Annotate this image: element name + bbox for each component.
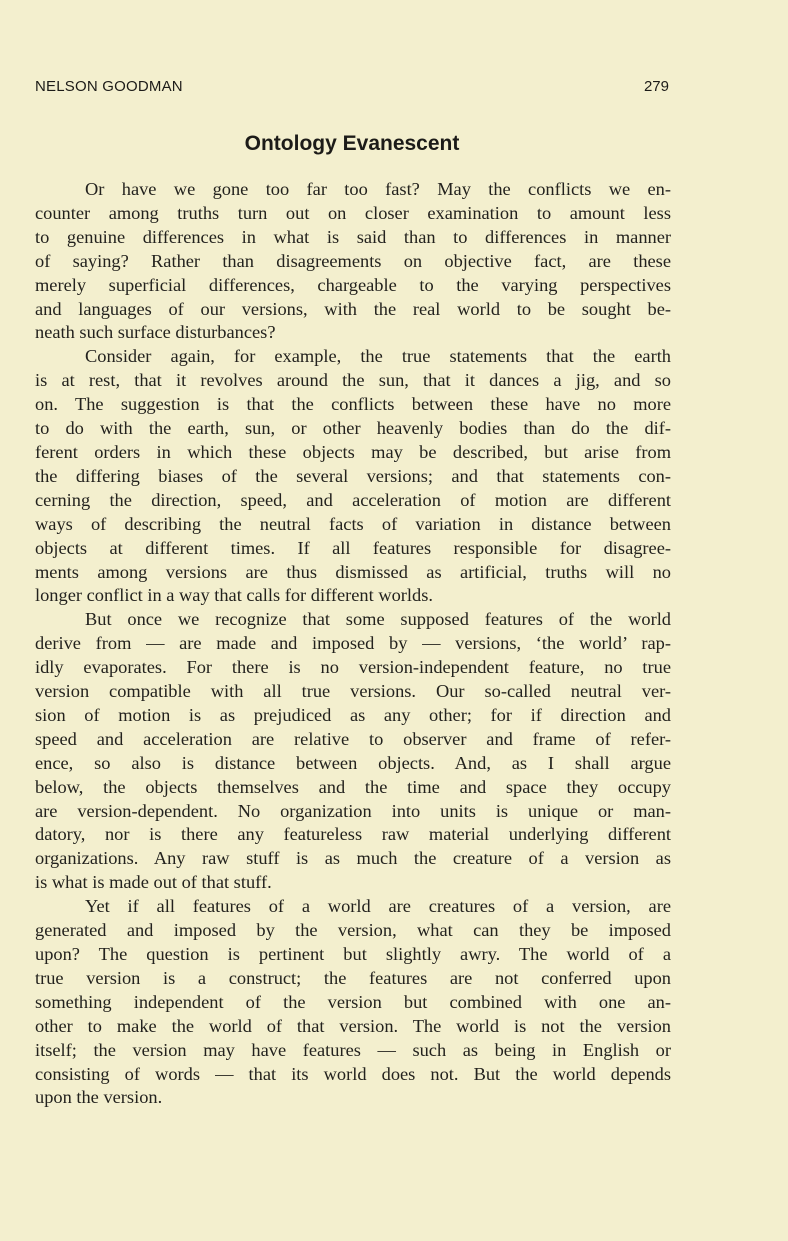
text-line: cerning the direction, speed, and acceleration of motion are different [35,489,671,510]
paragraph [35,178,671,345]
text-line: upon the version. [35,1087,163,1108]
text-line: itself; the version may have features — such as being in English or [35,1039,671,1060]
text-line: objects at different times. If all features responsible for disagree- [35,537,671,558]
text-line: derive from — are made and imposed by — versions, ‘the world’ rap- [35,633,671,654]
text-line: sion of motion is as prejudiced as any other; for if direction and [35,704,671,725]
text-line: is at rest, that it revolves around the sun, that it dances a jig, and so [35,370,671,391]
text-line: to genuine differences in what is said than to differences in manner [35,226,671,247]
text-line: are version-dependent. No organization into units is unique or man- [35,800,671,821]
paragraph [35,345,671,608]
text-line: consisting of words — that its world does not. But the world depends [35,1063,671,1084]
text-line: neath such surface disturbances? [35,322,276,343]
paragraph [35,895,671,1110]
text-line: merely superficial differences, chargeable to the varying perspectives [35,274,671,295]
body-text [35,178,671,1110]
text-line: longer conflict in a way that calls for different worlds. [35,585,433,606]
text-line: Or have we gone too far too fast? May the conflicts we en- [85,179,671,199]
page-number: 279 [643,78,669,95]
text-line: below, the objects themselves and the time and space they occupy [35,776,671,797]
text-line: Yet if all features of a world are creatures of a version, are [85,896,671,917]
text-line: Consider again, for example, the true statements that the earth [85,346,671,367]
text-line: version compatible with all true versions. Our so-called neutral ver- [35,681,671,702]
text-line: organizations. Any raw stuff is as much the creature of a version as [35,848,671,869]
running-head-author: NELSON GOODMAN [35,78,183,95]
paragraph [35,608,671,895]
text-line: But once we recognize that some supposed features of the world [85,609,671,630]
text-line: something independent of the version but combined with one an- [35,991,671,1012]
text-line: ence, so also is distance between objects. And, as I shall argue [35,752,671,773]
text-line: on. The suggestion is that the conflicts between these have no more [35,394,671,415]
text-line: other to make the world of that version. The world is not the version [35,1015,671,1036]
running-head [35,78,669,102]
text-line: true version is a construct; the features are not conferred upon [35,967,671,988]
text-line: the differing biases of the several versions; and that statements con- [35,465,671,486]
text-line: ferent orders in which these objects may be described, but arise from [35,441,671,462]
text-line: speed and acceleration are relative to observer and frame of refer- [35,728,671,749]
text-line: of saying? Rather than disagreements on objective fact, are these [35,250,671,271]
text-line: counter among truths turn out on closer examination to amount less [35,202,671,223]
text-line: and languages of our versions, with the real world to be sought be- [35,298,671,319]
text-line: datory, nor is there any featureless raw material underlying different [35,824,671,845]
text-line: idly evaporates. For there is no version-independent feature, no true [35,657,671,678]
text-line: generated and imposed by the version, what can they be imposed [35,920,671,941]
text-line: to do with the earth, sun, or other heavenly bodies than do the dif- [35,418,671,439]
section-title: Ontology Evanescent [244,132,460,155]
text-line: upon? The question is pertinent but slightly awry. The world of a [35,944,671,964]
text-line: is what is made out of that stuff. [35,872,272,893]
text-line: ways of describing the neutral facts of variation in distance between [35,513,671,534]
text-line: ments among versions are thus dismissed as artificial, truths will no [35,561,671,582]
